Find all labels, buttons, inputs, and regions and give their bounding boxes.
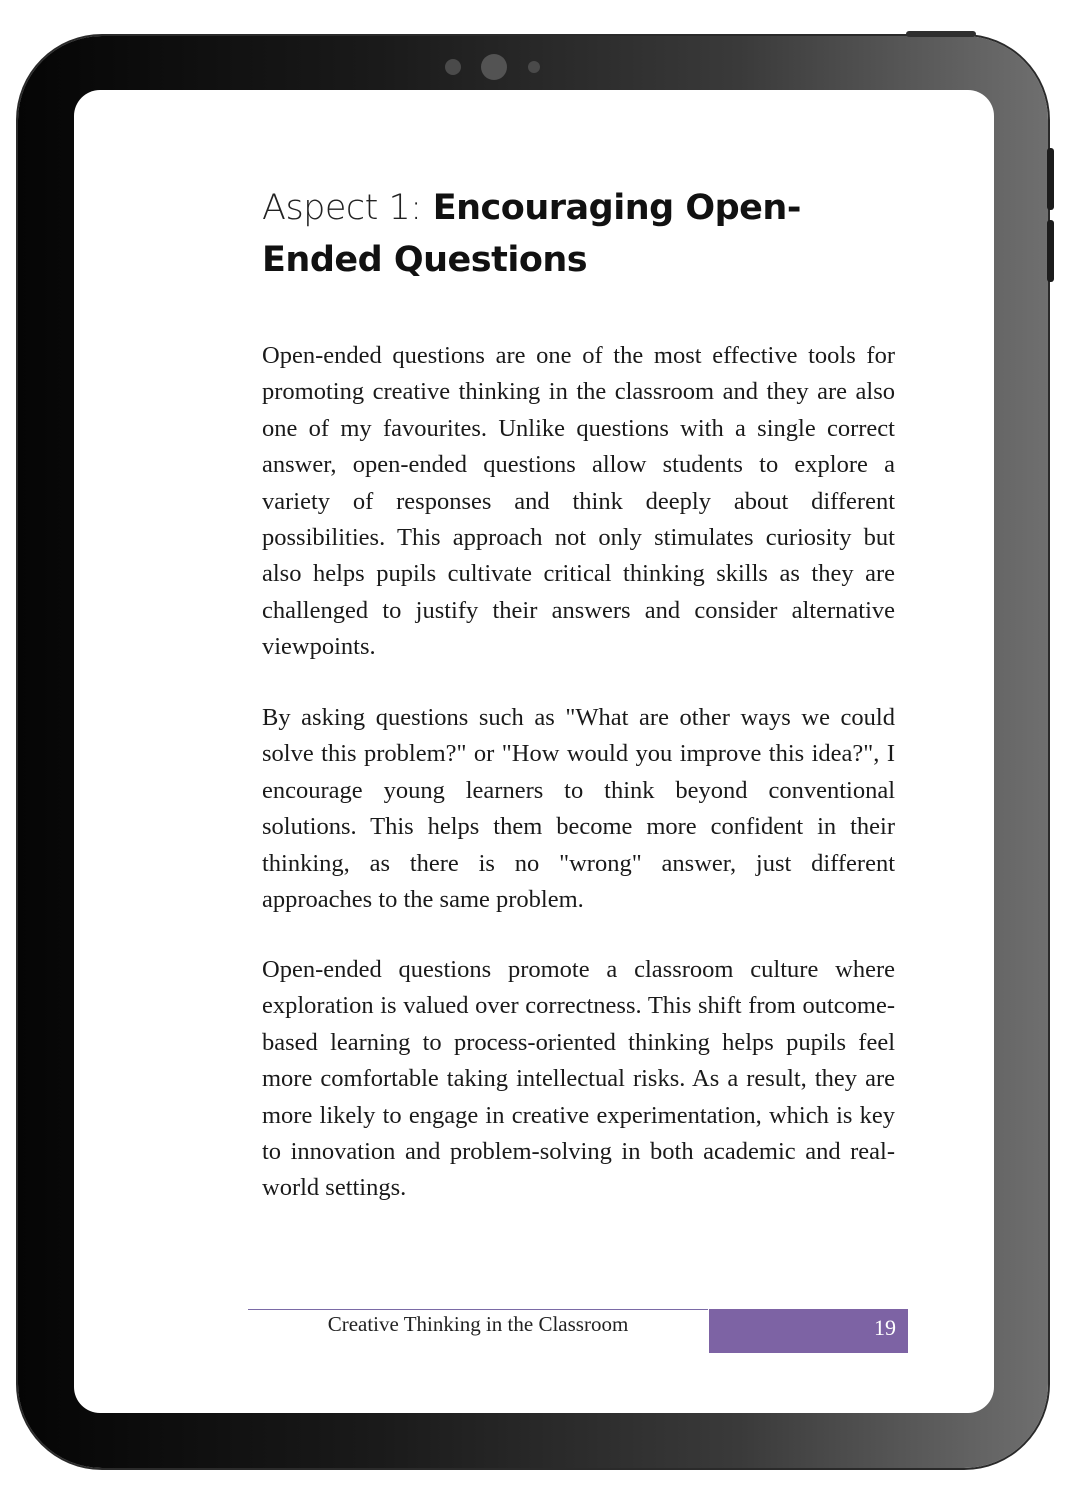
sensor-icon [528, 61, 540, 73]
paragraph: Open-ended questions promote a classroom culture where exploration is valued over correctness. This shift from outcome-based learning to process-oriented thinking helps pupils feel more comfortable taking intellectual risks. As a result, they are more likely to engage in creative experimentation, which is key to innovation and problem-solving in both academic and real-world settings. [262, 956, 895, 1202]
heading-title: Encouraging Open-Ended Questions [262, 188, 801, 280]
paragraph: Open-ended questions are one of the most effective tools for promoting creative thinking in the classroom and they are also one of my favourites. Unlike questions with a single correct answer, open-ended questions allow students to explore a variety of responses and think deeply about different possibilities. This approach not only stimulates curiosity but also helps pupils cultivate critical thinking skills as they are challenged to justify their answers and consider alternative viewpoints. [262, 342, 895, 661]
volume-down-button [1047, 220, 1054, 282]
power-button [906, 31, 976, 37]
heading-prefix: Aspect 1: [262, 188, 422, 228]
volume-up-button [1047, 148, 1054, 210]
paragraph: By asking questions such as "What are other ways we could solve this problem?" or "How would you improve this idea?", I encourage young learners to think beyond conventional solutions. This helps them become more confident in their thinking, as there is no "wrong" answer, just different approaches to the same problem. [262, 704, 895, 914]
ebook-page [74, 90, 994, 1413]
page-title [262, 182, 862, 286]
camera-icon [481, 54, 507, 80]
footer-book-title: Creative Thinking in the Classroom [327, 1312, 629, 1336]
page-number-box [709, 1309, 908, 1353]
page-number: 19 [874, 1315, 896, 1340]
sensor-icon [445, 59, 461, 75]
